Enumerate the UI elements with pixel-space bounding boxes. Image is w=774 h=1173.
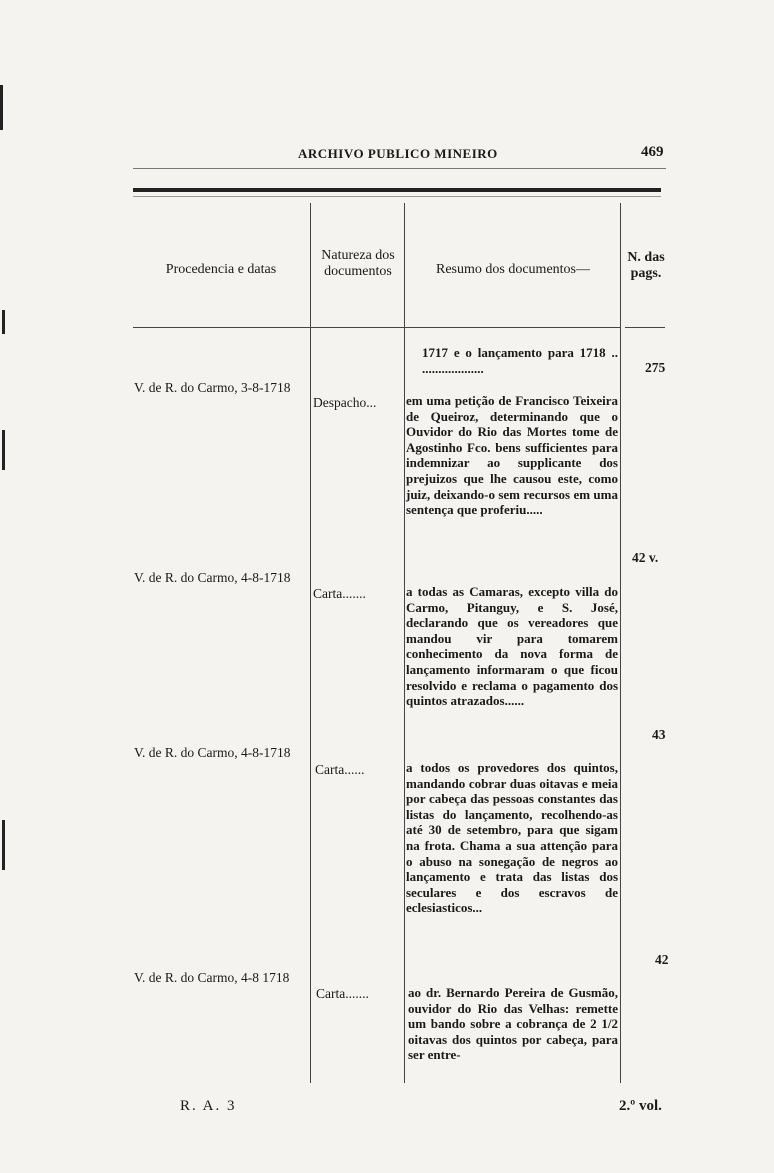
row-pages: 43 (652, 727, 666, 742)
column-divider (620, 203, 621, 1083)
margin-mark (0, 85, 3, 130)
row-summary: a todos os provedores dos quintos, mandando cobrar duas oitavas e meia por cabeça das pessoas constantes das listas do lançamento, recolhendo-as até 30 de setembro, para que sigam na frota. Chama a sua attenção para o abuso na sonegação de negros ao lançamento e trata das listas dos seculares e dos escravos de eclesiasticos... (406, 760, 618, 916)
signature-mark: R. A. 3 (180, 1098, 237, 1114)
row-nature: Carta...... (315, 762, 365, 777)
row-summary: em uma petição de Francisco Teixeira de Queiroz, determinando que o Ouvidor do Rio das Mortes tome de Agostinho Fco. bens sufficientes para indemnizar ao supplicante dos prejuizos que lhe causou este, como juiz, deixando-o sem recursos em uma sentença que proferiu..... (406, 393, 618, 518)
row-nature: Despacho... (313, 395, 377, 410)
header-underline (625, 327, 665, 328)
column-header-pages: N. das pags. (627, 250, 665, 281)
column-header-source: Procedencia e datas (165, 262, 277, 277)
table-top-rule-thin (133, 196, 661, 197)
column-divider (404, 203, 405, 1083)
row-nature: Carta....... (316, 986, 369, 1001)
margin-mark (2, 430, 5, 470)
row-pages: 42 (655, 952, 669, 967)
row-source: V. de R. do Carmo, 4-8 1718 (134, 970, 290, 985)
row-summary: a todas as Camaras, excepto villa do Carmo, Pitanguy, e S. José, declarando que os vereadores que mandou vir para tomarem conhecimento da nova forma de lançamento informaram o que ficou resolvido e reclama o pagamento dos quintos atrazados...... (406, 584, 618, 709)
row-source: V. de R. do Carmo, 4-8-1718 (134, 570, 291, 585)
header-rule (133, 168, 666, 169)
margin-mark (2, 820, 5, 870)
row-pages: 42 v. (632, 550, 659, 565)
volume-label: 2.º vol. (619, 1098, 662, 1114)
column-header-summary: Resumo dos documentos— (436, 262, 590, 277)
row-summary: 1717 e o lançamento para 1718 .. ................... (422, 345, 618, 376)
column-divider (310, 203, 311, 1083)
table-top-rule (133, 188, 661, 192)
row-nature: Carta....... (313, 586, 366, 601)
header-underline (133, 327, 310, 328)
page-number: 469 (641, 144, 664, 160)
running-header-title: ARCHIVO PUBLICO MINEIRO (298, 146, 498, 161)
header-underline (310, 327, 404, 328)
row-pages: 275 (645, 360, 666, 375)
margin-mark (2, 310, 5, 334)
row-summary: ao dr. Bernardo Pereira de Gusmão, ouvidor do Rio das Velhas: remette um bando sobre a cobrança de 2 1/2 oitavas dos quintos por cabeça, para ser entre- (408, 985, 618, 1063)
row-source: V. de R. do Carmo, 3-8-1718 (134, 380, 291, 395)
column-header-nature: Natureza dos documentos (321, 248, 395, 279)
header-underline (404, 327, 620, 328)
row-source: V. de R. do Carmo, 4-8-1718 (134, 745, 291, 760)
